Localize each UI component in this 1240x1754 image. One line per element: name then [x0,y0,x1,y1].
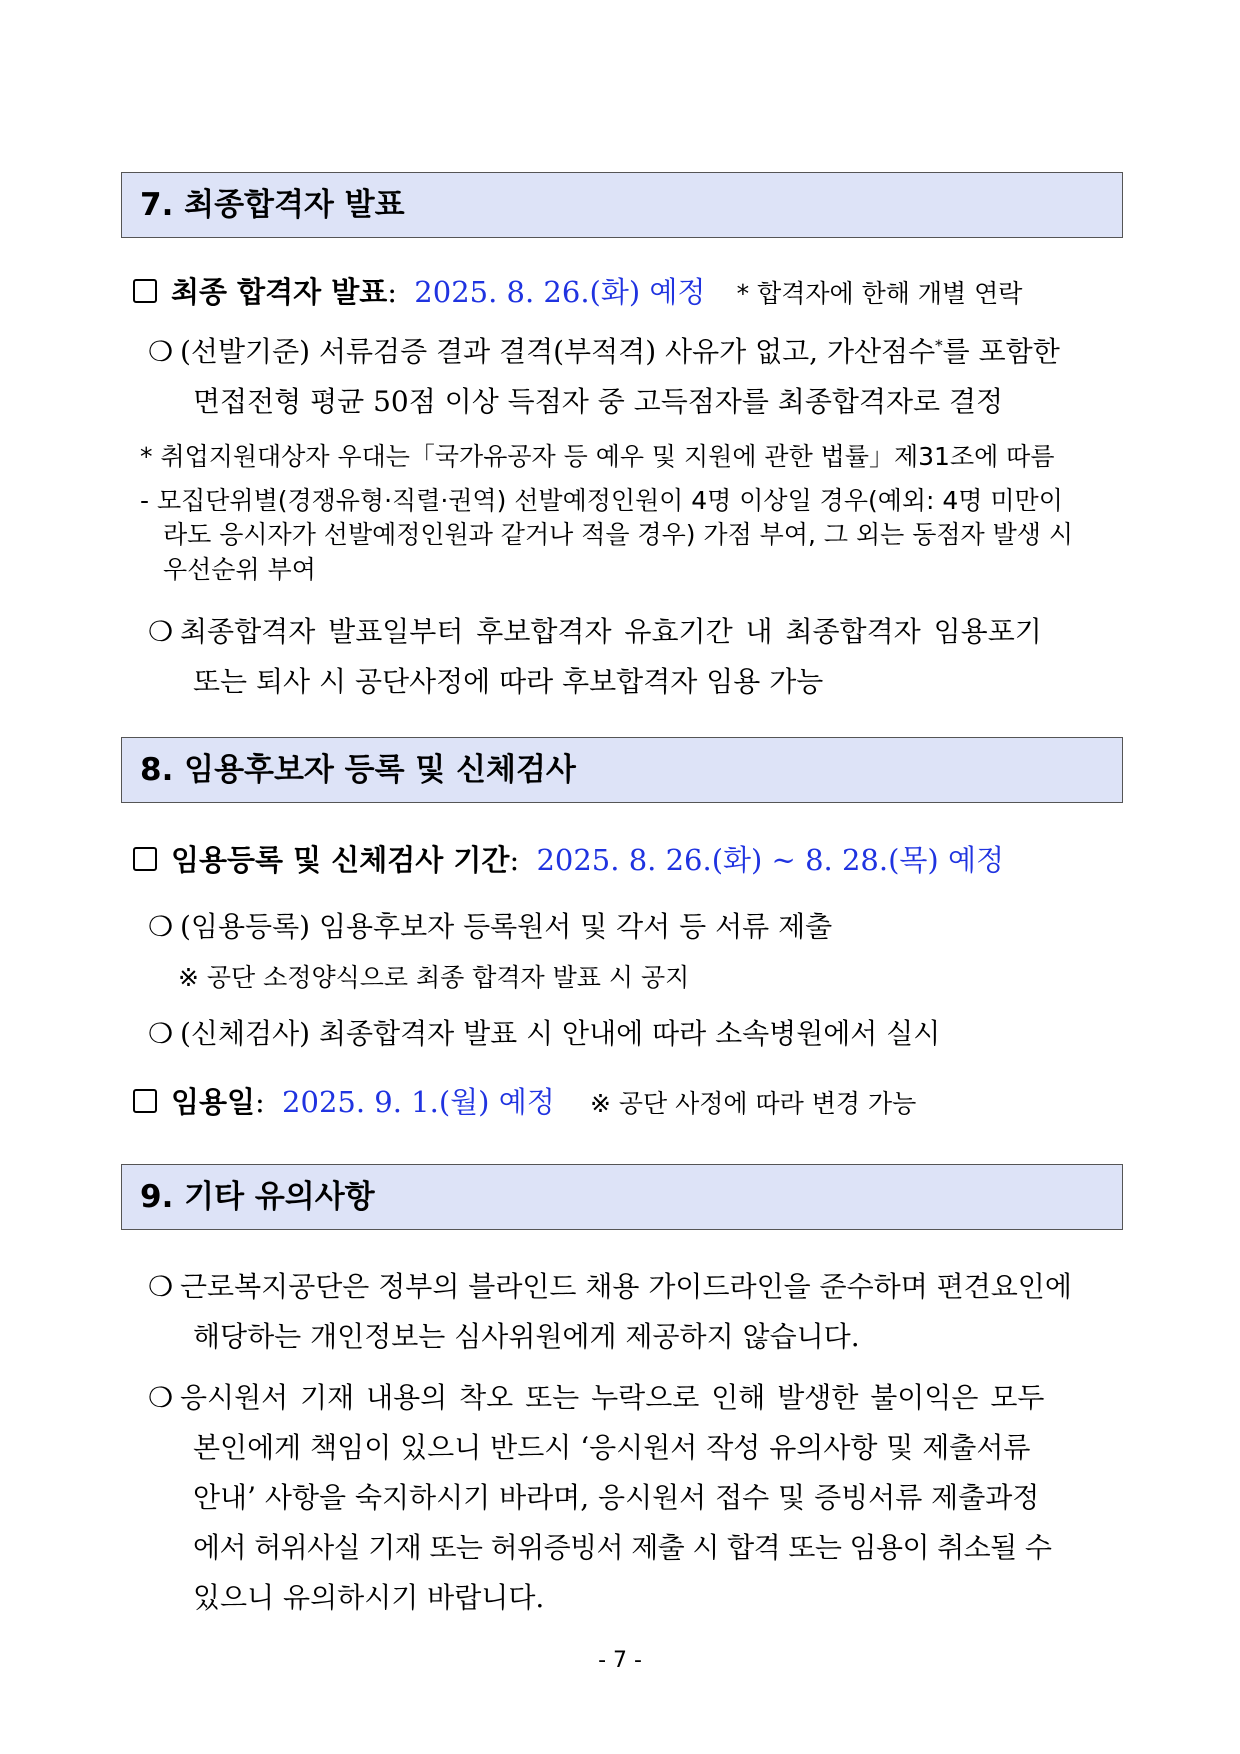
page-number: - 7 - [598,1648,642,1673]
notice-2-line3: 안내’ 사항을 숙지하시기 바라며, 응시원서 접수 및 증빙서류 제출과정 [193,1481,1040,1514]
checkbox-square-icon [133,279,157,303]
final-announce-label: 최종 합격자 발표 [171,275,388,309]
bullet-circle-icon: ❍ [148,1270,174,1303]
bullet-circle-icon: ❍ [148,615,174,648]
section-8-header [121,737,1123,803]
registration-period-label: 임용등록 및 신체검사 기간 [171,843,510,877]
physical-text: (신체검사) 최종합격자 발표 시 안내에 따라 소속병원에서 실시 [180,1017,941,1050]
checkbox-square-icon [133,847,157,871]
dash-note-line3: 우선순위 부여 [163,555,316,584]
notice-2-line2: 본인에게 책임이 있으니 반드시 ‘응시원서 작성 유의사항 및 제출서류 [193,1431,1031,1464]
selection-criteria-line2: 면접전형 평균 50점 이상 득점자 중 고득점자를 최종합격자로 결정 [193,385,1004,418]
bullet-circle-icon: ❍ [148,910,174,943]
criteria-sup: * [935,336,943,355]
registration-note: ※ 공단 소정양식으로 최종 합격자 발표 시 공지 [178,963,690,992]
section-8-title: 8. 임용후보자 등록 및 신체검사 [140,752,576,788]
appointment-date: 2025. 9. 1.(월) 예정 [282,1085,555,1119]
registration-period-item [133,838,1004,879]
registration-text: (임용등록) 임용후보자 등록원서 및 각서 등 서류 제출 [180,910,833,943]
bullet-circle-icon: ❍ [148,335,174,368]
colon: : [255,1085,265,1119]
appointment-note: ※ 공단 사정에 따라 변경 가능 [589,1089,917,1118]
appointment-label: 임용일 [171,1085,256,1119]
notice-2-line1 [148,1376,1044,1416]
bullet-circle-icon: ❍ [148,1381,174,1414]
physical-item [148,1012,940,1052]
notice-2-text: 응시원서 기재 내용의 착오 또는 누락으로 인해 발생한 불이익은 모두 [180,1381,1045,1414]
notice-1-line2: 해당하는 개인정보는 심사위원에게 제공하지 않습니다. [193,1320,860,1353]
section-7-title: 7. 최종합격자 발표 [140,187,405,223]
registration-item [148,905,832,945]
bullet-circle-icon: ❍ [148,1017,174,1050]
colon: : [509,843,520,877]
registration-period-date: 2025. 8. 26.(화) ~ 8. 28.(목) 예정 [536,843,1004,877]
notice-2-line4: 에서 허위사실 기재 또는 허위증빙서 제출 시 합격 또는 임용이 취소될 수 [193,1531,1052,1564]
final-announce-note: * 합격자에 한해 개별 연락 [736,279,1023,308]
dash-note-line1: - 모집단위별(경쟁유형·직렬·권역) 선발예정인원이 4명 이상일 경우(예외: 4명 미만이 [140,486,1063,515]
backup-line2: 또는 퇴사 시 공단사정에 따라 후보합격자 임용 가능 [193,665,824,698]
selection-criteria-line1 [148,330,1123,370]
criteria-text: (선발기준) 서류검증 결과 결격(부적격) 사유가 없고, 가산점수 [180,335,936,368]
section-9-header [121,1164,1123,1230]
backup-line1 [148,610,1042,650]
section-9-title: 9. 기타 유의사항 [140,1179,375,1215]
backup-text: 최종합격자 발표일부터 후보합격자 유효기간 내 최종합격자 임용포기 [180,615,1042,648]
notice-2-line5: 있으니 유의하시기 바랍니다. [193,1581,545,1614]
final-announce-date: 2025. 8. 26.(화) 예정 [414,275,706,309]
final-announce-item [133,270,1022,311]
notice-1-line1 [148,1265,1072,1305]
checkbox-square-icon [133,1089,157,1113]
section-7-header [121,172,1123,238]
appointment-date-item [133,1080,916,1121]
dash-note-line2: 라도 응시자가 선발예정인원과 같거나 적을 경우) 가점 부여, 그 외는 동점자 발생 시 [163,520,1074,549]
criteria-text-post: 를 포함한 [942,335,1060,368]
colon: : [387,275,398,309]
footnote: * 취업지원대상자 우대는「국가유공자 등 예우 및 지원에 관한 법률」제31조에 따름 [140,442,1055,471]
notice-1-text: 근로복지공단은 정부의 블라인드 채용 가이드라인을 준수하며 편견요인에 [180,1270,1072,1303]
